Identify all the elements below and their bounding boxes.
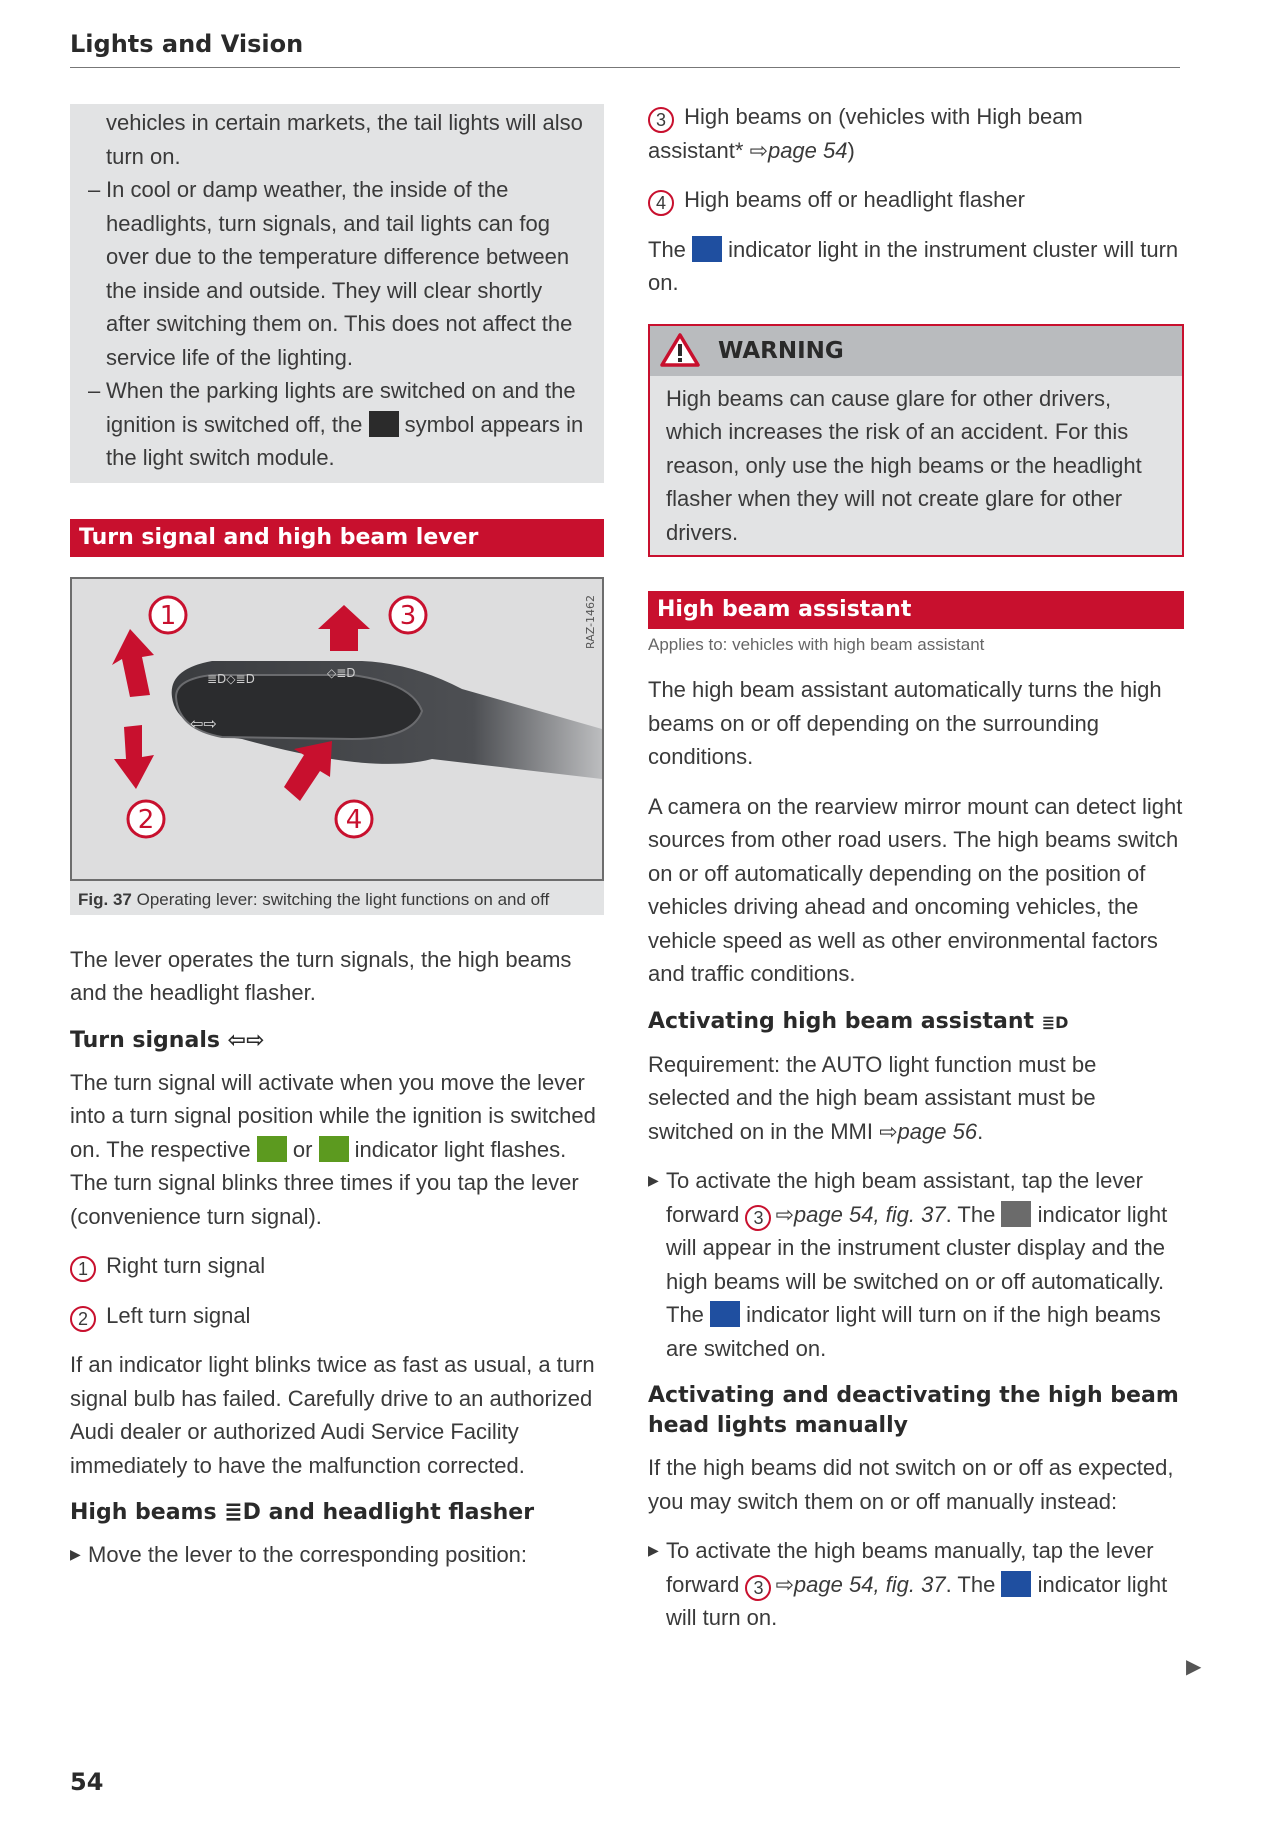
- figure-37: [70, 577, 604, 915]
- turn-signal-text-before: The turn signal will activate when you move the lever into a turn signal position while the ignition is switched on. The respective: [70, 1069, 596, 1162]
- note-box: [70, 104, 604, 483]
- bullet-triangle-icon: ▶: [648, 1542, 659, 1558]
- note-item: [88, 374, 586, 475]
- svg-text:◇≣D: ◇≣D: [327, 665, 356, 680]
- page-ref-arrow-icon: ⇨: [775, 1571, 794, 1597]
- list-item-label: Right turn signal: [106, 1253, 266, 1278]
- callout-circle: 3: [745, 1205, 771, 1231]
- section-title-lever: Turn signal and high beam lever: [70, 519, 604, 557]
- indicator-note-before: The: [648, 236, 686, 262]
- high-beams-heading-before: High beams: [70, 1500, 217, 1525]
- figure-label: Fig. 37: [78, 889, 132, 909]
- note-item: [88, 173, 586, 374]
- turn-arrows-icon: ⇦⇨: [227, 1027, 265, 1053]
- list-item-label: High beams on (vehicles with High beam assistant*: [648, 104, 1083, 163]
- turn-signals-heading-text: Turn signals: [70, 1027, 220, 1053]
- high-beams-instruction-text: Move the lever to the corresponding position:: [88, 1542, 528, 1567]
- callout-circle: 1: [70, 1256, 96, 1282]
- svg-text:≣D◇≣D: ≣D◇≣D: [207, 671, 255, 686]
- high-beams-heading: [70, 1498, 604, 1528]
- left-turn-indicator-icon: [257, 1136, 287, 1162]
- page-header: [70, 30, 1180, 68]
- list-item-label: Left turn signal: [106, 1302, 251, 1328]
- callout-4: 4: [345, 804, 363, 835]
- page-reference[interactable]: page 54, fig. 37: [793, 1571, 946, 1597]
- figure-caption-text: Operating lever: switching the light functions on and off: [136, 889, 550, 909]
- section-title-hba: High beam assistant: [648, 591, 1184, 629]
- applies-to: Applies to: vehicles with high beam assistant: [648, 635, 985, 654]
- hba-requirement-after: .: [977, 1118, 984, 1144]
- hba-paragraph-2: A camera on the rearview mirror mount can detect light sources from other road users. The high beams switch on or off automatically depending on the position of vehicles driving ahead and oncoming vehicles, the vehicle speed as well as other environmental factors and traffic conditions.: [648, 793, 1183, 986]
- turn-signal-text-after: indicator light flashes. The turn signal blinks three times if you tap the lever (convenience turn signal).: [70, 1136, 579, 1229]
- page-ref-arrow-icon: ⇨: [775, 1201, 794, 1227]
- list-item: [70, 1249, 604, 1283]
- list-item-label: High beams off or headlight flasher: [684, 187, 1025, 212]
- high-beams-instruction: [70, 1538, 604, 1572]
- high-beams-heading-after: and headlight flasher: [268, 1500, 535, 1525]
- manual-text: If the high beams did not switch on or off as expected, you may switch them on or off manually instead:: [648, 1455, 1174, 1514]
- manual-step: [648, 1534, 1184, 1635]
- note-item-text-after: symbol appears in the light switch module.: [106, 411, 584, 470]
- warning-title: WARNING: [718, 337, 844, 364]
- callout-2: 2: [137, 804, 155, 835]
- indicator-note: [648, 233, 1184, 300]
- hba-requirement: [648, 1048, 1184, 1149]
- high-beam-indicator-icon: [1001, 1571, 1031, 1597]
- hba-requirement-before: Requirement: the AUTO light function must be selected and the high beam assistant must be switched on in the MMI: [648, 1051, 1097, 1144]
- warning-triangle-icon: [660, 333, 700, 367]
- high-beam-indicator-icon: [692, 236, 722, 262]
- hba-blue-indicator-icon: [710, 1301, 740, 1327]
- lever-illustration: [70, 577, 604, 881]
- lever-description: The lever operates the turn signals, the high beams and the headlight flasher.: [70, 946, 572, 1005]
- high-beam-auto-icon: ≣D: [1041, 1012, 1069, 1032]
- hba-paragraph-1: The high beam assistant automatically turns the high beams on or off depending on the surrounding conditions.: [648, 677, 1162, 769]
- hba-step-before: To activate the high beam assistant, tap the lever forward: [666, 1168, 1143, 1227]
- page-reference[interactable]: page 54, fig. 37: [793, 1201, 946, 1227]
- svg-text:⇦⇨: ⇦⇨: [190, 713, 217, 733]
- page-number: 54: [70, 1768, 104, 1796]
- manual-step-before: To activate the high beams manually, tap the lever forward: [666, 1538, 1154, 1597]
- hba-indicator-icon: [1001, 1201, 1031, 1227]
- note-box-intro: vehicles in certain markets, the tail lights will also turn on.: [106, 110, 583, 169]
- hba-step-after: indicator light will turn on if the high beams are switched on.: [666, 1302, 1161, 1361]
- note-item-text-before: When the parking lights are switched on and the ignition is switched off, the: [106, 378, 576, 437]
- indicator-note-after: indicator light in the instrument cluster will turn on.: [648, 236, 1179, 295]
- callout-circle: 4: [648, 190, 674, 216]
- note-item-text: In cool or damp weather, the inside of the headlights, turn signals, and tail lights can fog over due to the temperature difference between the inside and outside. They will clear shortly after switching them on. This does not affect the service life of the lighting.: [106, 177, 573, 370]
- turn-signals-heading: [70, 1026, 604, 1056]
- list-item: [70, 1299, 604, 1333]
- page-reference[interactable]: page 56: [897, 1118, 978, 1144]
- manual-step-after: indicator light will turn on.: [666, 1571, 1168, 1630]
- page-header-title: Lights and Vision: [70, 30, 304, 58]
- warning-header: [650, 326, 1182, 376]
- bullet-triangle-icon: ▶: [648, 1172, 659, 1188]
- activating-hba-heading: [648, 1007, 1184, 1038]
- dash-bullet: –: [88, 378, 101, 403]
- callout-3: 3: [399, 600, 417, 631]
- page-ref-arrow-icon: ⇨: [879, 1118, 898, 1144]
- bullet-triangle-icon: ▶: [70, 1546, 81, 1562]
- high-beam-icon: ≣D: [224, 1500, 261, 1525]
- right-turn-indicator-icon: [319, 1136, 349, 1162]
- figure-code: RAZ-1462: [584, 594, 597, 649]
- warning-text: High beams can cause glare for other drivers, which increases the risk of an accident. For this reason, only use the high beams or the headlight flasher when they will not create glare for other drivers.: [666, 385, 1142, 545]
- page-ref-arrow-icon: ⇨: [749, 137, 768, 163]
- dash-bullet: –: [88, 177, 101, 202]
- hba-step-mid: . The: [945, 1201, 996, 1227]
- lever-drawing: [72, 579, 602, 875]
- activating-hba-heading-text: Activating high beam assistant: [648, 1008, 1035, 1034]
- continue-arrow-icon: ▶: [1186, 1656, 1202, 1678]
- left-column: [70, 100, 604, 1588]
- list-item: [648, 100, 1184, 167]
- turn-signal-text-or: or: [292, 1136, 313, 1162]
- callout-circle: 2: [70, 1306, 96, 1332]
- figure-caption: [70, 881, 604, 915]
- hba-step: [648, 1164, 1184, 1365]
- bulb-failure-note: If an indicator light blinks twice as fast as usual, a turn signal bulb has failed. Carefully drive to an authorized Audi dealer or authorized Audi Service Facility immediately to have the malfunction corrected.: [70, 1352, 595, 1478]
- callout-circle: 3: [648, 107, 674, 133]
- manual-step-mid: . The: [945, 1571, 996, 1597]
- warning-box: [648, 324, 1184, 558]
- manual-heading: Activating and deactivating the high beam head lights manually: [648, 1383, 1179, 1438]
- callout-1: 1: [159, 600, 177, 631]
- parking-light-icon: [369, 411, 399, 437]
- turn-signal-text: [70, 1066, 604, 1234]
- callout-circle: 3: [745, 1575, 771, 1601]
- list-item: [648, 183, 1184, 217]
- hba-step-mid2: indicator light will appear in the instrument cluster display and the high beams will be switched on or off automatically. The: [666, 1201, 1168, 1327]
- right-column: [648, 100, 1184, 1651]
- list-item-label-end: ): [847, 137, 855, 163]
- page-reference[interactable]: page 54: [767, 137, 848, 163]
